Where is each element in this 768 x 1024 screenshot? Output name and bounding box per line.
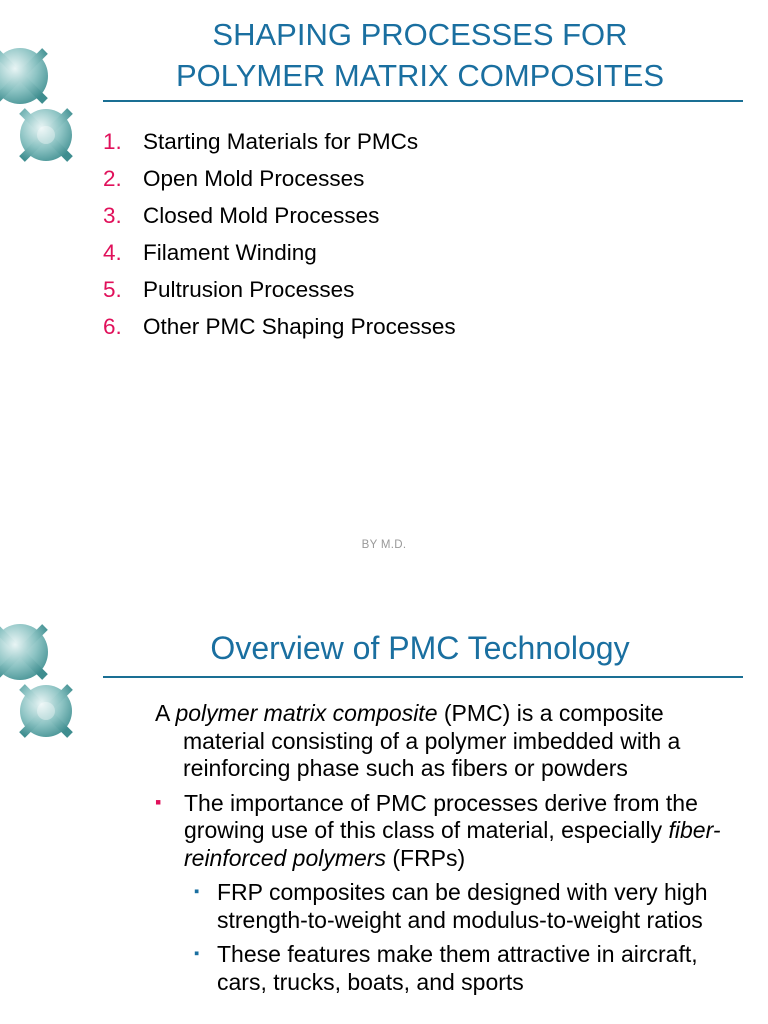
slide-title: [100, 14, 740, 96]
list-item: [103, 126, 456, 163]
item-text: Open Mold Processes: [143, 166, 365, 191]
sub-bullet-item: ▪ These features make them attractive in aircraft, cars, trucks, boats, and sports: [194, 941, 698, 995]
list-item: [103, 311, 456, 348]
title-divider: [103, 100, 743, 102]
item-text: Starting Materials for PMCs: [143, 129, 419, 154]
intro-paragraph: A polymer matrix composite (PMC) is a composite material consisting of a polymer imbedded with a reinforcing phase such as fibers or powders: [155, 700, 681, 781]
slide-2: [0, 600, 768, 1024]
term-frp: fiber-reinforced polymers: [184, 817, 721, 871]
sub-bullet-marker: ▪: [194, 883, 200, 900]
title-line-2: POLYMER MATRIX COMPOSITES: [175, 58, 665, 93]
bullet-item: ▪ The importance of PMC processes derive from the growing use of this class of material, especially fiber-reinforced polymers (FRPs): [155, 789, 721, 871]
slide-title: Overview of PMC Technology: [210, 630, 630, 666]
title-line-1: SHAPING PROCESSES FOR: [212, 17, 628, 52]
item-text: Filament Winding: [143, 240, 317, 265]
gears-icon: [0, 612, 90, 752]
item-number: 4.: [103, 240, 122, 265]
item-number: 6.: [103, 314, 122, 339]
list-item: [103, 237, 456, 274]
item-text: Closed Mold Processes: [143, 203, 380, 228]
item-number: 3.: [103, 203, 122, 228]
bullet-marker: ▪: [155, 791, 162, 812]
topics-list: [103, 126, 456, 348]
term-pmc: polymer matrix composite: [175, 700, 438, 726]
item-text: Pultrusion Processes: [143, 277, 355, 302]
item-number: 5.: [103, 277, 122, 302]
list-item: [103, 163, 456, 200]
list-item: [103, 200, 456, 237]
sub-bullet-marker: ▪: [194, 945, 200, 962]
item-text: Other PMC Shaping Processes: [143, 314, 456, 339]
title-divider: [103, 676, 743, 678]
list-item: [103, 274, 456, 311]
item-number: 1.: [103, 129, 122, 154]
slide-body: [155, 700, 745, 996]
sub-bullet-item: ▪ FRP composites can be designed with very high strength-to-weight and modulus-to-weight ratios: [194, 879, 708, 933]
slide-footer: BY M.D.: [361, 539, 407, 551]
gear-small: [12, 677, 80, 745]
item-number: 2.: [103, 166, 122, 191]
gear-small: [12, 101, 80, 169]
gears-icon: [0, 36, 90, 176]
